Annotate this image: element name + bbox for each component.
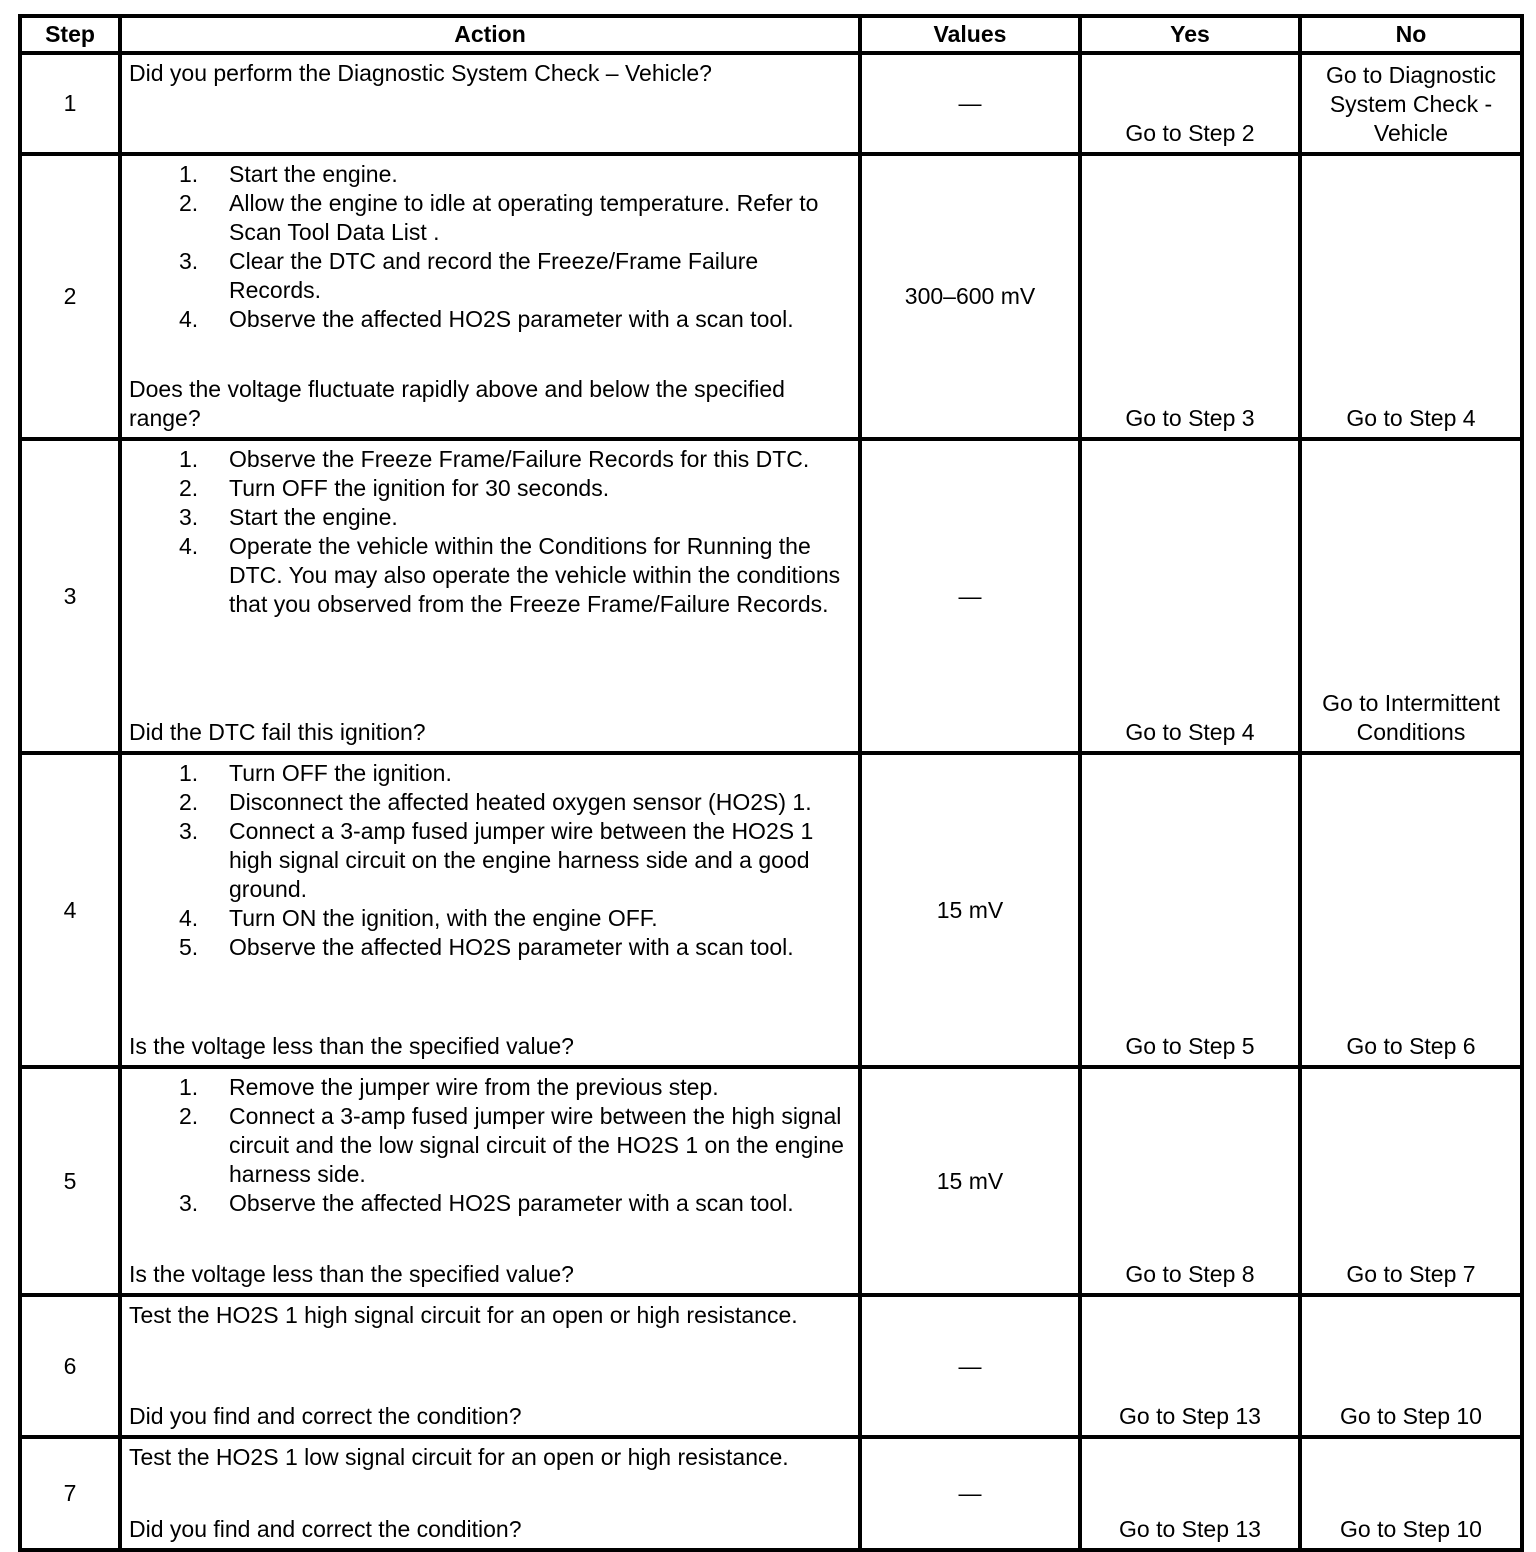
yes-cell: Go to Step 8 [1080, 1067, 1300, 1295]
no-cell: Go to Diagnostic System Check - Vehicle [1300, 53, 1522, 154]
yes-cell: Go to Step 13 [1080, 1295, 1300, 1437]
list-item: 3. Clear the DTC and record the Freeze/Frame Failure Records. [179, 248, 759, 303]
list-item: 1. Remove the jumper wire from the previous step. [179, 1074, 719, 1100]
no-cell: Go to Step 10 [1300, 1295, 1522, 1437]
table-row [20, 1437, 1522, 1550]
no-cell: Go to Step 10 [1300, 1437, 1522, 1550]
no-cell: Go to Intermittent Conditions [1300, 439, 1522, 753]
list-item: 2. Allow the engine to idle at operating temperature. Refer to Scan Tool Data List . [179, 190, 819, 245]
action-question: Does the voltage fluctuate rapidly above and below the specified range? [129, 376, 785, 431]
action-cell [120, 439, 860, 753]
list-item: 1. Observe the Freeze Frame/Failure Records for this DTC. [179, 446, 810, 472]
list-item: 4. Operate the vehicle within the Conditions for Running the DTC. You may also operate the vehicle within the conditions that you observed from the Freeze Frame/Failure Records. [179, 533, 841, 617]
step-number: 5 [20, 1067, 120, 1295]
value-cell: 15 mV [860, 1067, 1080, 1295]
table-row [20, 1295, 1522, 1437]
header-yes: Yes [1080, 16, 1300, 53]
header-row [20, 16, 1522, 53]
action-question: Is the voltage less than the specified value? [129, 1033, 574, 1059]
yes-cell: Go to Step 5 [1080, 753, 1300, 1067]
action-steps-list [129, 160, 850, 334]
no-cell: Go to Step 4 [1300, 154, 1522, 439]
action-question: Did you find and correct the condition? [129, 1516, 522, 1542]
list-item: 3. Observe the affected HO2S parameter with a scan tool. [179, 1190, 794, 1216]
no-cell: Go to Step 7 [1300, 1067, 1522, 1295]
no-cell: Go to Step 6 [1300, 753, 1522, 1067]
step-number: 6 [20, 1295, 120, 1437]
table-row [20, 1067, 1522, 1295]
action-intro: Test the HO2S 1 high signal circuit for an open or high resistance. [129, 1302, 798, 1328]
action-steps-list [129, 1073, 850, 1218]
action-cell [120, 1067, 860, 1295]
value-cell: — [860, 1437, 1080, 1550]
table-row [20, 439, 1522, 753]
list-item: 3. Start the engine. [179, 504, 398, 530]
list-item: 2. Turn OFF the ignition for 30 seconds. [179, 475, 610, 501]
action-intro: Did you perform the Diagnostic System Check – Vehicle? [129, 60, 712, 86]
value-cell: — [860, 439, 1080, 753]
action-steps-list [129, 759, 850, 962]
step-number: 3 [20, 439, 120, 753]
step-number: 1 [20, 53, 120, 154]
table-row [20, 154, 1522, 439]
value-cell: — [860, 1295, 1080, 1437]
list-item: 2. Connect a 3-amp fused jumper wire between the high signal circuit and the low signal circuit of the HO2S 1 on the engine harness side. [179, 1103, 844, 1187]
step-number: 2 [20, 154, 120, 439]
list-item: 1. Turn OFF the ignition. [179, 760, 452, 786]
action-cell [120, 1437, 860, 1550]
value-cell: 300–600 mV [860, 154, 1080, 439]
action-question: Is the voltage less than the specified value? [129, 1261, 574, 1287]
list-item: 5. Observe the affected HO2S parameter with a scan tool. [179, 934, 794, 960]
value-cell: 15 mV [860, 753, 1080, 1067]
step-number: 4 [20, 753, 120, 1067]
action-cell [120, 753, 860, 1067]
list-item: 3. Connect a 3-amp fused jumper wire between the HO2S 1 high signal circuit on the engine harness side and a good ground. [179, 818, 814, 902]
step-number: 7 [20, 1437, 120, 1550]
value-cell: — [860, 53, 1080, 154]
action-intro: Test the HO2S 1 low signal circuit for an open or high resistance. [129, 1444, 789, 1470]
table-row [20, 53, 1522, 154]
action-cell [120, 1295, 860, 1437]
action-question: Did the DTC fail this ignition? [129, 719, 426, 745]
list-item: 1. Start the engine. [179, 161, 398, 187]
list-item: 4. Turn ON the ignition, with the engine OFF. [179, 905, 658, 931]
action-cell [120, 53, 860, 154]
table-row [20, 753, 1522, 1067]
header-step: Step [20, 16, 120, 53]
header-no: No [1300, 16, 1522, 53]
action-steps-list [129, 445, 850, 619]
action-cell [120, 154, 860, 439]
header-action: Action [120, 16, 860, 53]
diagnostic-table [18, 14, 1524, 1552]
yes-cell: Go to Step 13 [1080, 1437, 1300, 1550]
yes-cell: Go to Step 4 [1080, 439, 1300, 753]
list-item: 2. Disconnect the affected heated oxygen sensor (HO2S) 1. [179, 789, 812, 815]
header-values: Values [860, 16, 1080, 53]
action-question: Did you find and correct the condition? [129, 1403, 522, 1429]
list-item: 4. Observe the affected HO2S parameter with a scan tool. [179, 306, 794, 332]
yes-cell: Go to Step 3 [1080, 154, 1300, 439]
yes-cell: Go to Step 2 [1080, 53, 1300, 154]
